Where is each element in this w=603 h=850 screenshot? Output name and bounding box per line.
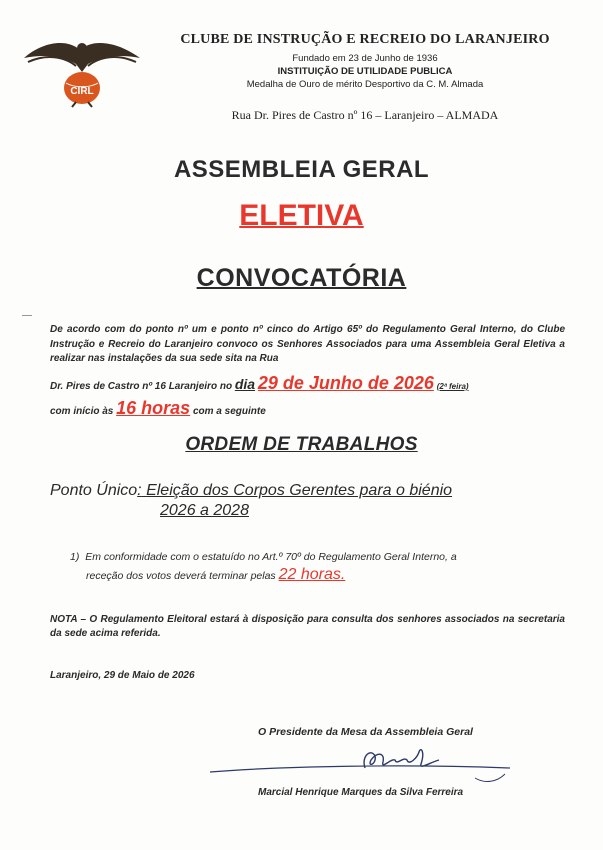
handwritten-signature-icon — [205, 738, 515, 788]
agenda-item-1-cont — [86, 566, 345, 584]
meeting-date: 29 de Junho de 2026 — [257, 373, 434, 393]
item-text-1: Em conformidade com o estatuído no Art.º 70º do Regulamento Geral Interno, a — [85, 551, 457, 563]
start-line — [50, 398, 266, 419]
club-address: Rua Dr. Pires de Castro nº 16 – Laranjeiro – ALMADA — [231, 108, 499, 122]
signature-name: Marcial Henrique Marques da Silva Ferreira — [258, 787, 464, 798]
dia-label: dia — [234, 376, 256, 392]
title-assembly: ASSEMBLEIA GERAL — [173, 156, 430, 183]
agenda-point — [50, 482, 452, 500]
scan-mark — [22, 315, 32, 316]
date-line — [50, 373, 469, 394]
signature-role: O Presidente da Mesa da Assembleia Geral — [258, 726, 473, 738]
title-electoral: ELETIVA — [239, 199, 364, 232]
title-notice: CONVOCATÓRIA — [196, 264, 407, 292]
item-time: 22 horas. — [278, 566, 346, 583]
founded-line: Fundado em 23 de Junho de 1936 — [292, 53, 438, 64]
point-text-2: 2026 a 2028 — [160, 502, 249, 519]
intro-paragraph: De acordo com do ponto nº um e ponto nº cinco do Artigo 65º do Regulamento Geral Interno, do Clube Instrução e Recreio do Laranjeiro convoco os Senhores Associados para uma Assembleia Geral Eletiva a realizar nas instalações da sua sede sita na Rua — [50, 324, 565, 364]
medal-line: Medalha de Ouro de mérito Desportivo da C. M. Almada — [246, 79, 484, 90]
weekday-note: (2ª feira) — [436, 382, 469, 391]
item-text-2: receção dos votos deverá terminar pelas — [86, 570, 276, 582]
item-number: 1) — [70, 551, 80, 563]
note-paragraph: NOTA – O Regulamento Eleitoral estará à disposição para consulta dos senhores associados na secretaria da sede acima referida. — [50, 614, 565, 639]
address-line: Dr. Pires de Castro nº 16 Laranjeiro no — [50, 381, 233, 392]
point-sep: : — [137, 482, 142, 499]
start-suffix: com a seguinte — [192, 406, 266, 417]
club-logo-eagle-icon — [22, 28, 142, 108]
logo-text: CIRL — [70, 86, 94, 97]
date-place: Laranjeiro, 29 de Maio de 2026 — [50, 670, 195, 681]
agenda-item-1 — [70, 551, 457, 563]
point-text-1: Eleição dos Corpos Gerentes para o biénio — [146, 482, 453, 499]
start-time: 16 horas — [116, 398, 191, 418]
public-utility-line: INSTITUIÇÃO DE UTILIDADE PUBLICA — [277, 66, 453, 77]
point-label: Ponto Único — [50, 482, 138, 499]
club-name: CLUBE DE INSTRUÇÃO E RECREIO DO LARANJEIRO — [180, 32, 550, 47]
start-prefix: com início às — [50, 406, 114, 417]
agenda-title: ORDEM DE TRABALHOS — [185, 434, 418, 455]
